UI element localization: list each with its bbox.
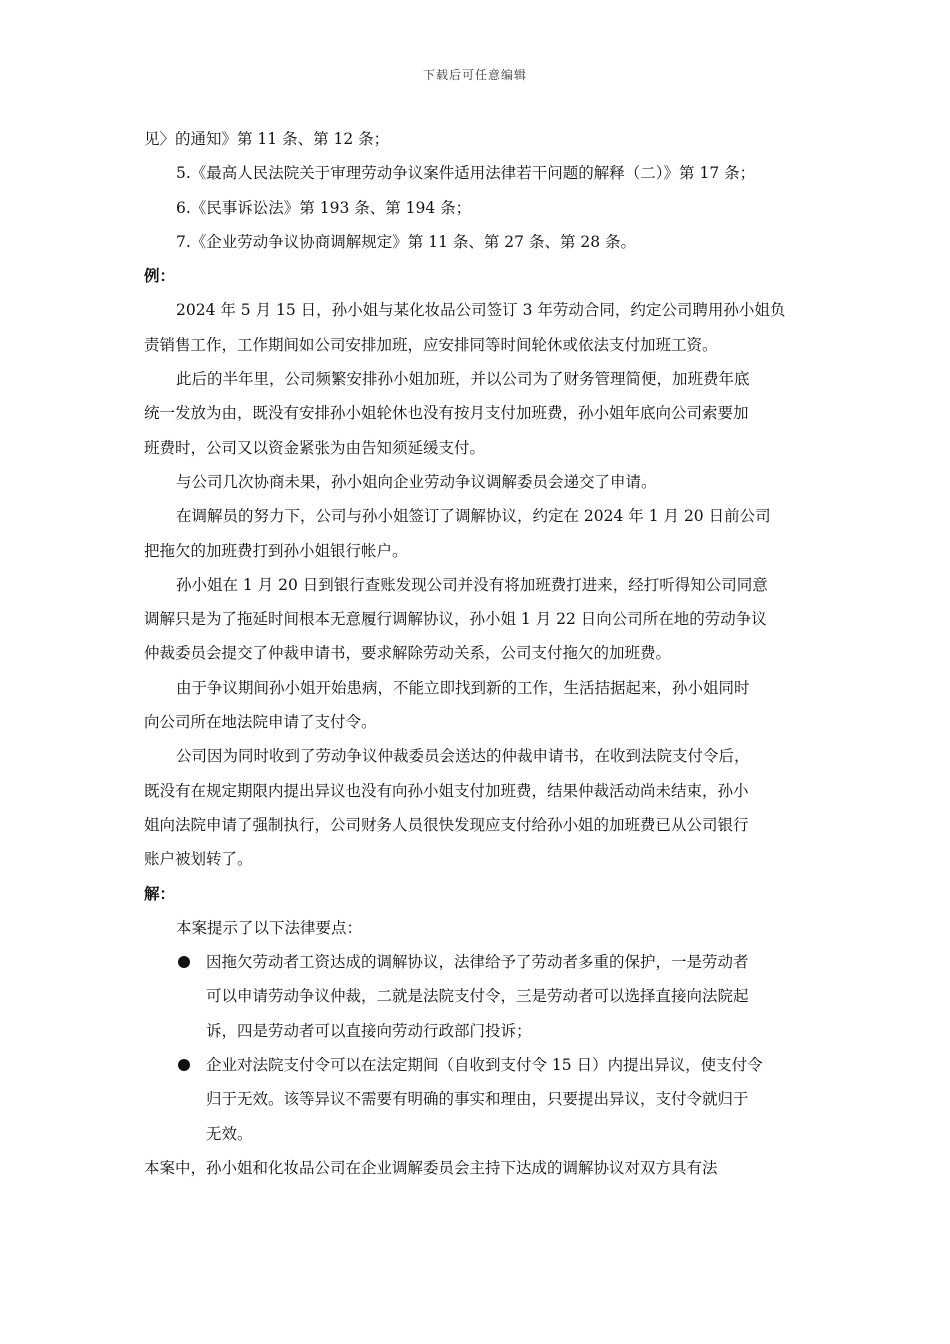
reference-line: 7.《企业劳动争议协商调解规定》第 11 条、第 27 条、第 28 条。 — [176, 232, 637, 251]
paragraph-line: 账户被划转了。 — [144, 850, 253, 869]
paragraph-line: 责销售工作，工作期间如公司安排加班，应安排同等时间轮休或依法支付加班工资。 — [144, 335, 718, 354]
solution-intro: 本案提示了以下法律要点： — [176, 918, 363, 937]
paragraph-line: 仲裁委员会提交了仲裁申请书，要求解除劳动关系，公司支付拖欠的加班费。 — [144, 644, 672, 663]
reference-line: 见〉的通知》第 11 条、第 12 条； — [144, 130, 390, 148]
reference-line: 6.《民事诉讼法》第 193 条、第 194 条； — [176, 198, 472, 217]
paragraph-line: 公司因为同时收到了劳动争议仲裁委员会送达的仲裁申请书，在收到法院支付令后， — [176, 747, 750, 766]
bullet-item — [144, 1048, 808, 1151]
paragraph-line: 与公司几次协商未果，孙小姐向企业劳动争议调解委员会递交了申请。 — [176, 472, 657, 491]
bullet-icon — [178, 1059, 190, 1071]
paragraph-line: 由于争议期间孙小姐开始患病，不能立即找到新的工作，生活拮据起来，孙小姐同时 — [176, 678, 750, 697]
example-heading: 例： — [144, 267, 176, 286]
reference-line: 5.《最高人民法院关于审理劳动争议案件适用法律若干问题的解释（二）》第 17 条； — [176, 164, 756, 183]
paragraph-line: 既没有在规定期限内提出异议也没有向孙小姐支付加班费，结果仲裁活动尚未结束，孙小 — [144, 781, 749, 800]
paragraph-line: 班费时，公司又以资金紧张为由告知须延缓支付。 — [144, 438, 486, 457]
paragraph-line: 统一发放为由，既没有安排孙小姐轮休也没有按月支付加班费，孙小姐年底向公司索要加 — [144, 404, 749, 423]
paragraph-line: 孙小姐在 1 月 20 日到银行查账发现公司并没有将加班费打进来，经打听得知公司同意 — [176, 575, 768, 594]
bullet-line: 企业对法院支付令可以在法定期间（自收到支付令 15 日）内提出异议，使支付令 — [206, 1056, 763, 1075]
solution-heading: 解： — [144, 884, 176, 903]
bullet-line: 因拖欠劳动者工资达成的调解协议，法律给予了劳动者多重的保护，一是劳动者 — [206, 953, 749, 972]
paragraph-line: 把拖欠的加班费打到孙小姐银行帐户。 — [144, 541, 408, 560]
paragraph-line: 姐向法院申请了强制执行，公司财务人员很快发现应支付给孙小姐的加班费已从公司银行 — [144, 815, 749, 834]
document-body — [144, 122, 808, 1185]
paragraph-line: 向公司所在地法院申请了支付令。 — [144, 713, 377, 732]
page-header: 下载后可任意编辑 — [422, 68, 527, 82]
closing-line: 本案中，孙小姐和化妆品公司在企业调解委员会主持下达成的调解协议对双方具有法 — [144, 1158, 718, 1177]
bullet-line: 归于无效。该等异议不需要有明确的事实和理由，只要提出异议，支付令就归于 — [206, 1090, 749, 1109]
paragraph-line: 调解只是为了拖延时间根本无意履行调解协议，孙小姐 1 月 22 日向公司所在地的劳动争议 — [144, 610, 767, 629]
bullet-item — [144, 945, 808, 1048]
bullet-line: 可以申请劳动争议仲裁，二就是法院支付令，三是劳动者可以选择直接向法院起 — [206, 987, 749, 1006]
bullet-icon — [178, 956, 190, 968]
paragraph-line: 在调解员的努力下，公司与孙小姐签订了调解协议，约定在 2024 年 1 月 20 日前公司 — [176, 507, 771, 526]
bullet-line: 诉，四是劳动者可以直接向劳动行政部门投诉； — [206, 1021, 532, 1040]
paragraph-line: 2024 年 5 月 15 日，孙小姐与某化妆品公司签订 3 年劳动合同，约定公司聘用孙小姐负 — [176, 301, 786, 320]
paragraph-line: 此后的半年里，公司频繁安排孙小姐加班，并以公司为了财务管理简便，加班费年底 — [176, 370, 750, 389]
bullet-line: 无效。 — [206, 1124, 253, 1143]
